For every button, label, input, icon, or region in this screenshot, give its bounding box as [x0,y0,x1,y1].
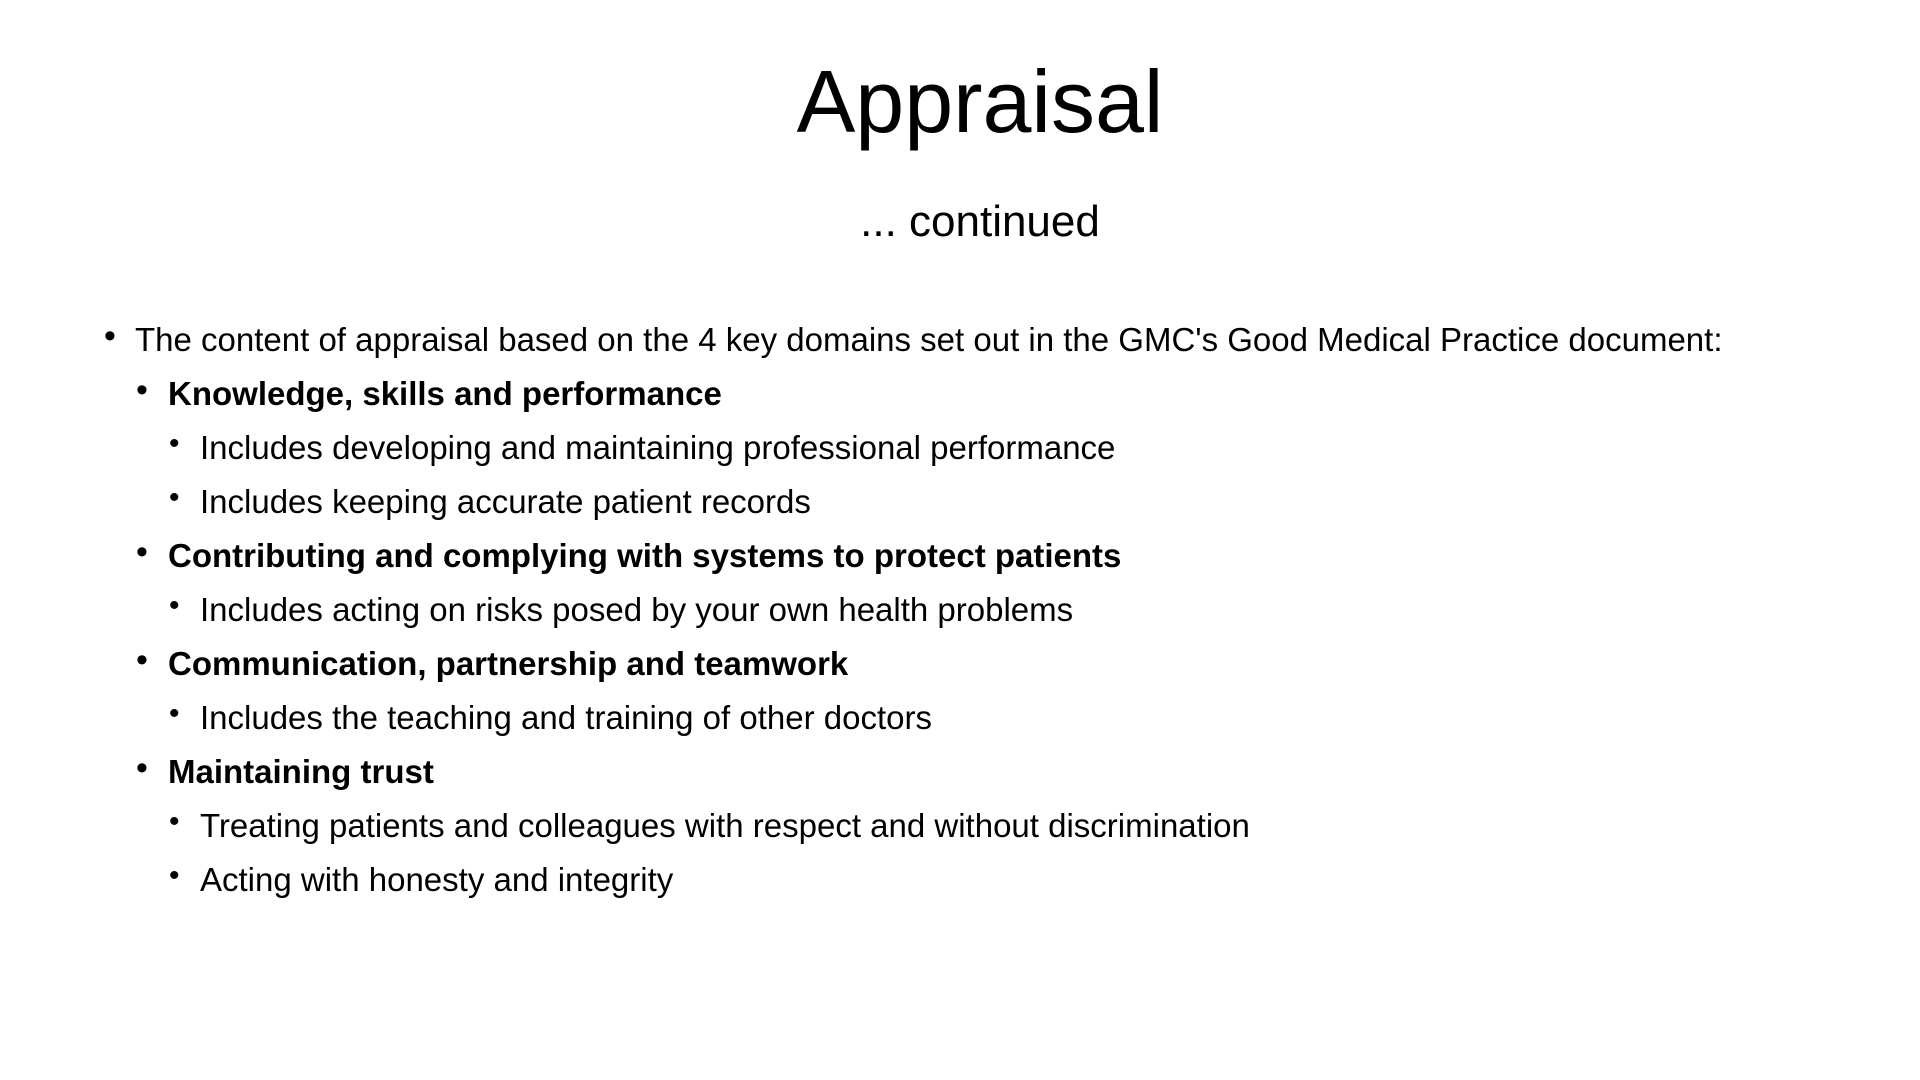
domain-point [0,696,1920,750]
domain-point-text: Treating patients and colleagues with respect and without discrimination [200,807,1250,844]
bullet-dot-icon: • [104,317,116,355]
bullet-list [0,318,1920,912]
domain-heading-text: Communication, partnership and teamwork [168,645,849,682]
bullet-dot-icon: • [169,481,180,514]
domain-point [0,588,1920,642]
intro-bullet [0,318,1920,372]
bullet-dot-icon: • [169,805,180,838]
bullet-dot-icon: • [136,533,148,571]
slide-title: Appraisal [796,52,1164,151]
domain-point [0,426,1920,480]
domain-heading [0,642,1920,696]
bullet-dot-icon: • [169,697,180,730]
domain-heading [0,750,1920,804]
bullet-dot-icon: • [169,427,180,460]
domain-heading [0,372,1920,426]
bullet-dot-icon: • [136,749,148,787]
slide-subtitle: ... continued [860,197,1100,246]
domain-point-text: Includes keeping accurate patient records [200,483,811,520]
domain-point [0,804,1920,858]
domain-heading-text: Contributing and complying with systems to protect patients [168,537,1122,574]
domain-point-text: Acting with honesty and integrity [200,861,674,898]
domain-point [0,480,1920,534]
intro-text: The content of appraisal based on the 4 key domains set out in the GMC's Good Medical Practice document: [135,321,1723,358]
bullet-dot-icon: • [136,371,148,409]
domain-point-text: Includes acting on risks posed by your own health problems [200,591,1074,628]
domain-point-text: Includes developing and maintaining professional performance [200,429,1116,466]
bullet-dot-icon: • [169,859,180,892]
domain-heading [0,534,1920,588]
domain-heading-text: Knowledge, skills and performance [168,375,722,412]
bullet-dot-icon: • [136,641,148,679]
bullet-dot-icon: • [169,589,180,622]
domain-point-text: Includes the teaching and training of other doctors [200,699,932,736]
domain-heading-text: Maintaining trust [168,753,434,790]
domain-point [0,858,1920,912]
